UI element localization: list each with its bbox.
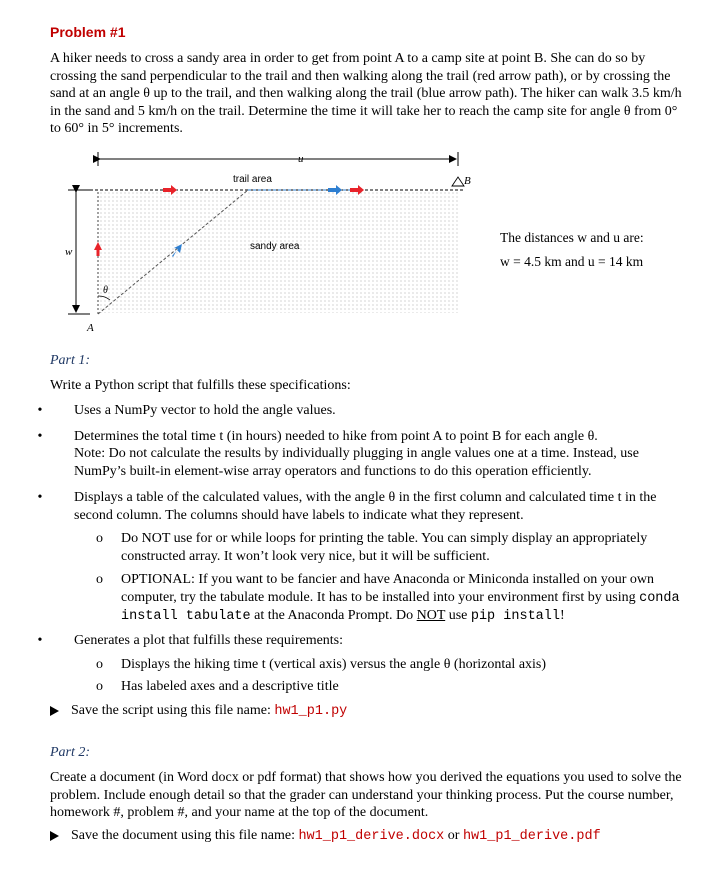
sub-text: Has labeled axes and a descriptive title [121,679,339,694]
pdf-filename: hw1_p1_derive.pdf [462,829,601,844]
label-u: u [298,153,304,165]
bullet-note: Note: Do not calculate the results by individually plugging in angle values one at a time. Instead, use NumPy’s built-in element-wise array operators and functions to do this operation efficiently. [74,446,639,479]
label-theta: θ [103,285,108,296]
label-A: A [87,322,94,334]
sub-text-3: use [445,608,471,623]
or-text: or [444,828,463,843]
label-B: B [464,175,471,187]
problem-intro: A hiker needs to cross a sandy area in order to get from point A to a camp site at point B. She can do so by crossing the sand perpendicular to the trail and then walking along the trail (red arrow path), or by crossing the sand at an angle θ up to the trail, and then walking along the trail (blue arrow path). The hiker can walk 3.5 km/h in the sand and 5 km/h on the trail. Determine the time it will take her to reach the camp site for angle θ from 0° to 60° in 5° increments. [50,51,682,136]
label-sandy-area: sandy area [250,241,300,252]
save-script-line [50,702,347,721]
docx-filename: hw1_p1_derive.docx [298,829,445,844]
arrow-bullet-icon [50,706,59,716]
distances-values: w = 4.5 km and u = 14 km [500,254,644,269]
bullet-text: Generates a plot that fulfills these requirements: [74,633,344,648]
sub-text-2: at the Anaconda Prompt. Do [250,608,417,623]
sub-text: Do NOT use for or while loops for printing the table. You can simply display an appropriately constructed array. It won’t look very nice, but it will be sufficient. [121,531,648,564]
sub-text: OPTIONAL: If you want to be fancier and have Anaconda or Miniconda installed on your own computer, try the tabulate module. It has to be installed into your environment first by using [121,572,655,605]
arrow-bullet-icon [50,831,59,841]
emphasis-not: NOT [416,608,446,623]
document-page: Problem #1 A hiker needs to cross a sandy area in order to get from point A to a camp site at point B. She can do so by crossing the sand perpendicular to the trail and then walking along the trail (red arrow path), or by crossing the sand at an angle θ up to the trail, and then walking along the trail (blue arrow path). The hiker can walk 3.5 km/h in the sand and 5 km/h on the trail. Determine the time it will take her to reach the camp site for angle θ from 0° to 60° in 5° increments. u w θ trail area sandy area A B The distances w and u are: w = 4.5 km and u = 14 km Part 1: Write a Python script that fulfills these specifications: • Uses a NumPy vector to hold the angle values. • Determines the total time t (in hours) needed to hike from point A to point B for each angle θ. Note: Do not calculate the results by individually plugging in angle values one at a time. Instead, use NumPy’s built-in element-wise array operators and functions to do this operation efficiently. • Displays a table of the calculated values, with the angle θ in the first column and calculated time t in the second column. The columns should have labels to indicate what they represent. o Do NOT use for or while loops for printing the table. You can simply display an appropriately constructed array. It won’t look very nice, but it will be sufficient. o OPTIONAL: If you want to be fancier and have Anaconda or Miniconda installed on your own computer, try the tabulate module. It has to be installed into your environment first by using conda install tabulate at the Anaconda Prompt. Do NOT use pip install! • Generates a plot that fulfills these requirements: o Displays the hiking time t (vertical axis) versus the angle θ (horizontal axis) o Has labeled axes and a descriptive title Save the script using this file name: hw1_p1.py Part 2: Create a document (in Word docx or pdf format) that shows how you derived the equations you used to solve the problem. Include enough detail so that the grader can understand your thinking process. Put the course number, homework #, problem #, and your name at the top of the document. Save the document using this file name: hw1_p1_derive.docx or hw1_p1_derive.pdf [0,0,720,874]
code-conda-install: conda install tabulate [121,590,680,624]
bullet-text: Determines the total time t (in hours) needed to hike from point A to point B for each angle θ. [74,429,598,444]
problem-title: Problem #1 [50,24,126,40]
sub-text: Displays the hiking time t (vertical axis) versus the angle θ (horizontal axis) [121,657,547,672]
bullet-text: Uses a NumPy vector to hold the angle values. [74,403,336,418]
save-text: Save the script using this file name: [71,703,275,718]
save-document-line [50,827,601,846]
part2-paragraph: Create a document (in Word docx or pdf format) that shows how you derived the equations you used to solve the problem. Include enough detail so that the grader can understand your thinking process. Put the course number, homework #, problem #, and your name at the top of the document. [50,770,682,820]
code-pip-install: pip install [470,609,560,624]
sandy-area [98,191,460,313]
part1-heading: Part 1: [50,353,91,368]
distances-label: The distances w and u are: [500,230,644,245]
save-text: Save the document using this file name: [71,828,299,843]
sub-text-4: ! [559,608,565,623]
script-filename: hw1_p1.py [274,704,348,719]
part2-heading: Part 2: [50,745,91,760]
label-trail-area: trail area [233,174,272,185]
part1-lead: Write a Python script that fulfills these specifications: [50,378,351,393]
label-w: w [65,246,73,258]
camp-marker-B [452,177,464,186]
bullet-text: Displays a table of the calculated values, with the angle θ in the first column and calculated time t in the second column. The columns should have labels to indicate what they represent. [74,490,657,523]
hiker-diagram [60,148,480,338]
